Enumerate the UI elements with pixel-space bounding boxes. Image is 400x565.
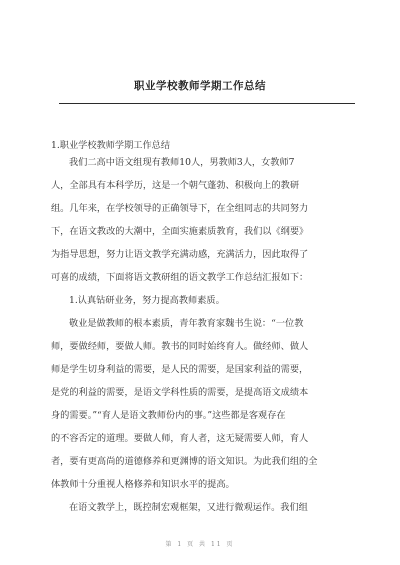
body-line: 下，在语文教改的大潮中，全面实施素质教育，我们以《纲要》 bbox=[51, 226, 309, 237]
body-line: 1.认真钻研业务，努力提高教师素质。 bbox=[69, 295, 225, 306]
body-line: 体教师十分重视人格修养和知识水平的提高。 bbox=[51, 479, 235, 490]
section-heading: 1.职业学校教师学期工作总结 bbox=[51, 140, 171, 151]
body-line: 可喜的成绩，下面将语文教研组的语文教学工作总结汇报如下： bbox=[51, 272, 309, 283]
title-divider bbox=[59, 103, 355, 104]
body-line: 是党的利益的需要，是语文学科性质的需要，是提高语文成绩本 bbox=[51, 387, 309, 398]
body-line: 为指导思想，努力让语文教学充满动感，充满活力，因此取得了 bbox=[51, 249, 309, 260]
body-line: 人，全部具有本科学历，这是一个朝气蓬勃、积极向上的教研 bbox=[51, 180, 300, 191]
body-line: 敬业是做教师的根本素质，青年教育家魏书生说：“一位教 bbox=[69, 318, 304, 329]
body-line: 的不容否定的道理。要做人师，育人者，这无疑需要人师，育人 bbox=[51, 433, 309, 444]
document-title: 职业学校教师学期工作总结 bbox=[134, 80, 266, 92]
page-footer: 第 1 页 共 11 页 bbox=[165, 541, 235, 548]
body-line: 我们二高中语文组现有教师10人，男教师3人，女教师7 bbox=[69, 157, 295, 168]
body-line: 者，要有更高尚的道德修养和更渊博的语文知识。为此我们组的全 bbox=[51, 456, 318, 467]
body-line: 组。几年来，在学校领导的正确领导下，在全组同志的共同努力 bbox=[51, 203, 309, 214]
body-line: 身的需要。”“育人是语文教师份内的事。”这些都是客观存在 bbox=[51, 410, 286, 421]
body-line: 师，要做经师，要做人师。教书的同时始终育人。做经师、做人 bbox=[51, 341, 309, 352]
body-line: 师是学生切身利益的需要，是人民的需要，是国家利益的需要， bbox=[51, 364, 309, 375]
body-line: 在语文教学上，既控制宏观框架，又进行微观运作。我们组 bbox=[69, 502, 308, 513]
